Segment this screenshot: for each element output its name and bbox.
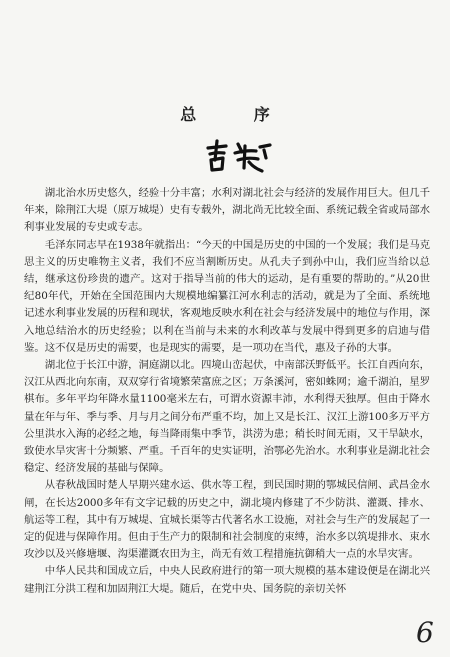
preface-body	[24, 185, 430, 598]
page-title: 总 序	[180, 105, 296, 124]
paragraph: 中华人民共和国成立后，中央人民政府进行的第一项大规模的基本建设便是在湖北兴建荆江分洪工程和加固荆江大堤。随后，在党中央、国务院的亲切关怀	[24, 565, 430, 595]
author-signature	[202, 138, 274, 174]
paragraph: 湖北位于长江中游，洞庭湖以北。四境山峦起伏，中南部沃野低平。长江自西向东，汉江从西北向东南，双双穿行省境繁荣富庶之区；万条溪河，密如蛛网；逾千湖泊，星罗棋布。多年平均年降水量1100毫米左右，可谓水资源丰沛，水利得天独厚。但由于降水量在年与年、季与季、月与月之间分布严重不均，加上又是长江、汉江上游100多万平方公里洪水入海的必经之地，每当降雨集中季节，洪涝为患；稍长时间无雨，又干旱缺水，致使水旱灾害十分频繁、严重。千百年的史实证明，治鄂必先治水。水利事业是湖北社会稳定、经济发展的基础与保障。	[24, 359, 430, 475]
paragraph: 从春秋战国时楚人早期兴建水运、供水等工程，到民国时期的鄂城民信闸、武昌金水闸，在长达2000多年有文字记载的历史之中，湖北境内修建了不少防洪、灌溉、排水、航运等工程，其中有万城堤、宜城长渠等古代著名水工设施，对社会与生产的发展起了一定的促进与保障作用。但由于生产力的限制和社会制度的束缚，治水多以筑堤排水、束水攻沙以及兴修塘堰、沟渠灌溉农田为主，尚无有效工程措施抗御稍大一点的水旱灾害。	[24, 479, 430, 561]
paragraph: 毛泽东同志早在1938年就指出：“今天的中国是历史的中国的一个发展；我们是马克思主义的历史唯物主义者，我们不应当割断历史。从孔夫子到孙中山，我们应当给以总结，继承这份珍贵的遗产。这对于指导当前的伟大的运动，是有重要的帮助的。”从20世纪80年代，开始在全国范围内大规模地编纂江河水利志的活动，就是为了全面、系统地记述水利事业发展的历程和现状，客观地反映水利在社会与经济发展中的地位与作用，深入地总结治水的历史经验；以利在当前与未来的水利改革与发展中得到更多的启迪与借鉴。这不仅是历史的需要，也是现实的需要，是一项功在当代，惠及子孙的大事。	[24, 238, 430, 354]
paragraph: 湖北治水历史悠久，经验十分丰富；水利对湖北社会与经济的发展作用巨大。但几千年来，除荆江大堤（原万城堤）史有专载外，湖北尚无比较全面、系统记载全省或局部水利事业发展的专史或专志。	[24, 187, 430, 234]
page-number: 6	[416, 616, 434, 649]
